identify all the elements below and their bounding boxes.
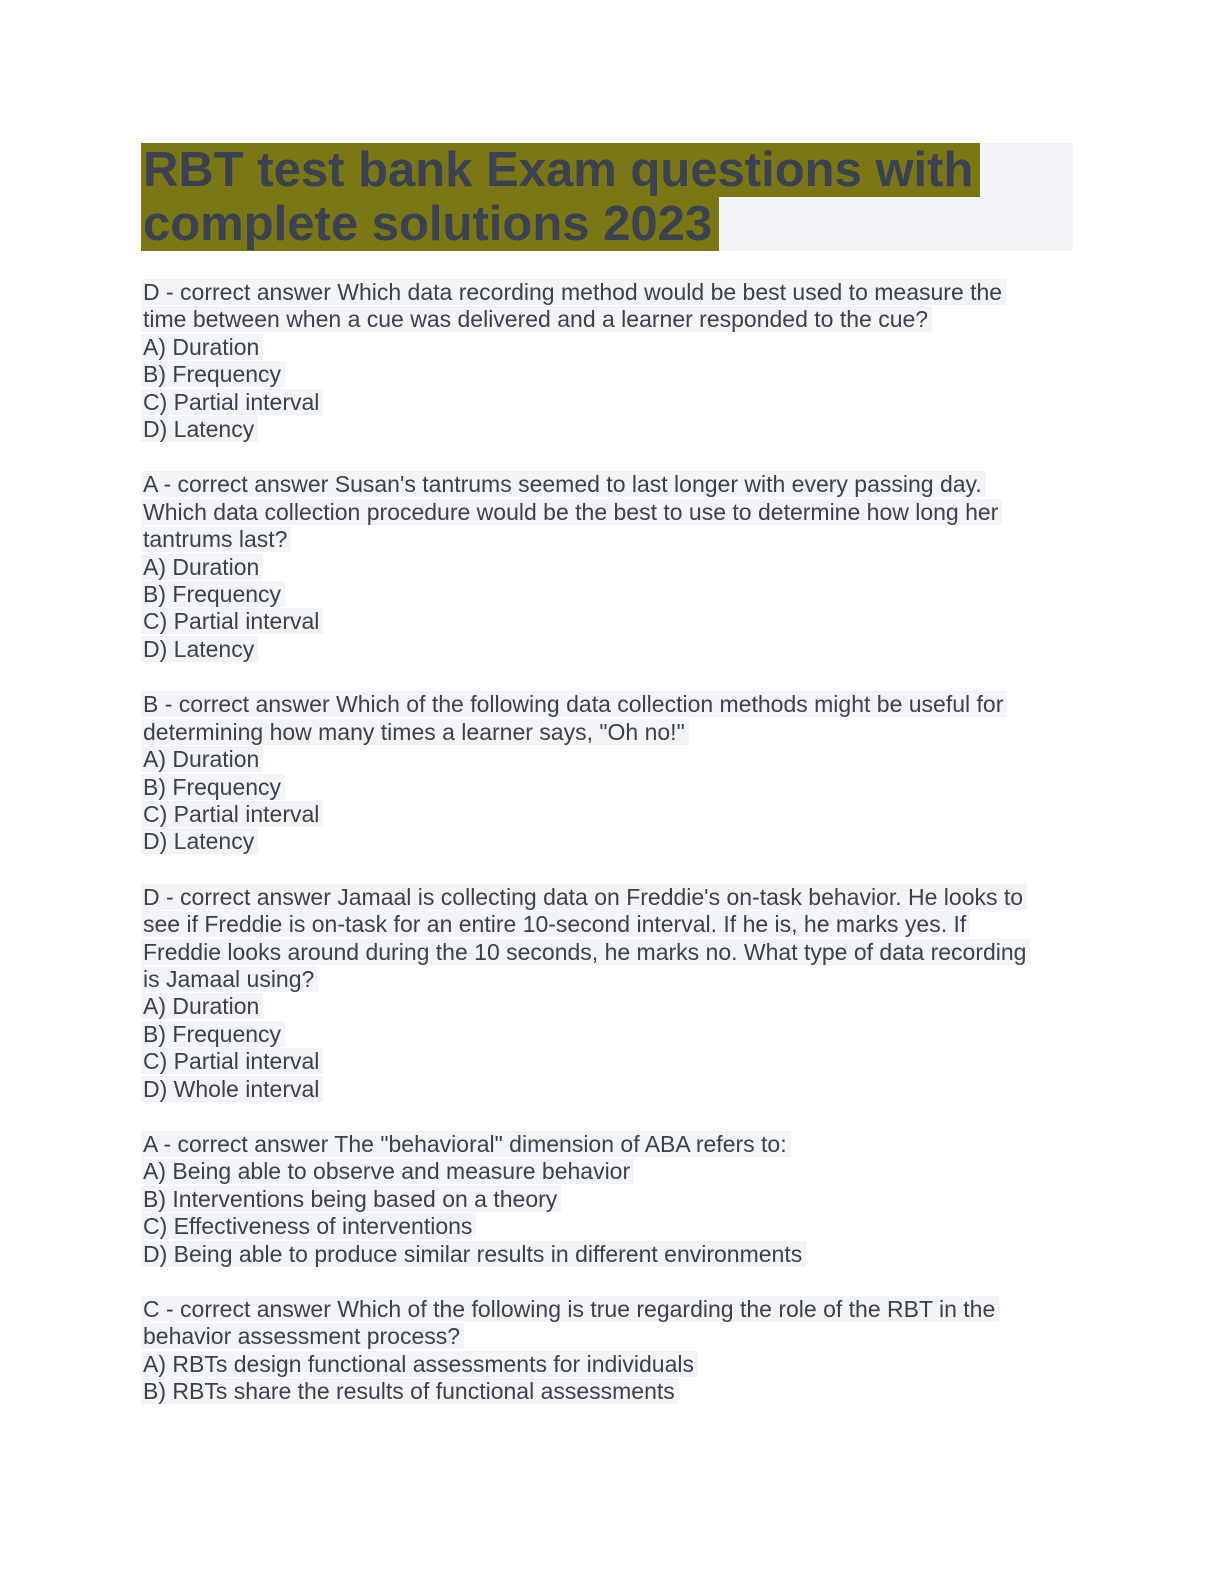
question-block <box>143 691 1043 855</box>
answer-option: C) Partial interval <box>141 1048 323 1074</box>
question-lead-line: D - correct answer Jamaal is collecting data on Freddie's on-task behavior. He looks to see if Freddie is on-task for an entire 10-second interval. If he is, he marks yes. If Freddie looks around during the 10 seconds, he marks no. What type of data recording is Jamaal using? <box>141 884 1030 992</box>
answer-option: B) Frequency <box>141 361 285 387</box>
title-highlight: RBT test bank Exam questions with complete solutions 2023 <box>141 143 980 251</box>
question-block <box>143 884 1043 1103</box>
answer-option: D) Latency <box>141 636 258 662</box>
answer-option: A) Duration <box>141 554 263 580</box>
answer-option: A) RBTs design functional assessments for individuals <box>141 1351 698 1377</box>
question-block <box>143 1131 1043 1268</box>
question-block <box>143 471 1043 663</box>
answer-option: B) Frequency <box>141 774 285 800</box>
answer-option: A) Being able to observe and measure behavior <box>141 1158 634 1184</box>
answer-option: A) Duration <box>141 993 263 1019</box>
question-block <box>143 279 1043 443</box>
answer-option: D) Latency <box>141 828 258 854</box>
question-lead-line: A - correct answer Susan's tantrums seemed to last longer with every passing day. Which data collection procedure would be the best to use to determine how long her tantrums last? <box>141 471 1002 552</box>
answer-option: D) Whole interval <box>141 1076 323 1102</box>
question-lead-line: B - correct answer Which of the following data collection methods might be useful for determining how many times a learner says, "Oh no!" <box>141 691 1007 744</box>
question-lead-line: D - correct answer Which data recording method would be best used to measure the time between when a cue was delivered and a learner responded to the cue? <box>141 279 1006 332</box>
answer-option: B) RBTs share the results of functional assessments <box>141 1378 679 1404</box>
document-title <box>143 143 1073 251</box>
question-lead-line: C - correct answer Which of the following is true regarding the role of the RBT in the behavior assessment process? <box>141 1296 999 1349</box>
answer-option: D) Being able to produce similar results in different environments <box>141 1241 806 1267</box>
answer-option: B) Frequency <box>141 1021 285 1047</box>
answer-option: A) Duration <box>141 746 263 772</box>
answer-option: A) Duration <box>141 334 263 360</box>
answer-option: C) Partial interval <box>141 608 323 634</box>
answer-option: C) Partial interval <box>141 801 323 827</box>
answer-option: D) Latency <box>141 416 258 442</box>
answer-option: B) Frequency <box>141 581 285 607</box>
answer-option: C) Effectiveness of interventions <box>141 1213 476 1239</box>
questions-list <box>143 279 1224 1406</box>
question-lead-line: A - correct answer The "behavioral" dimension of ABA refers to: <box>141 1131 791 1157</box>
answer-option: C) Partial interval <box>141 389 323 415</box>
answer-option: B) Interventions being based on a theory <box>141 1186 561 1212</box>
question-block <box>143 1296 1043 1406</box>
